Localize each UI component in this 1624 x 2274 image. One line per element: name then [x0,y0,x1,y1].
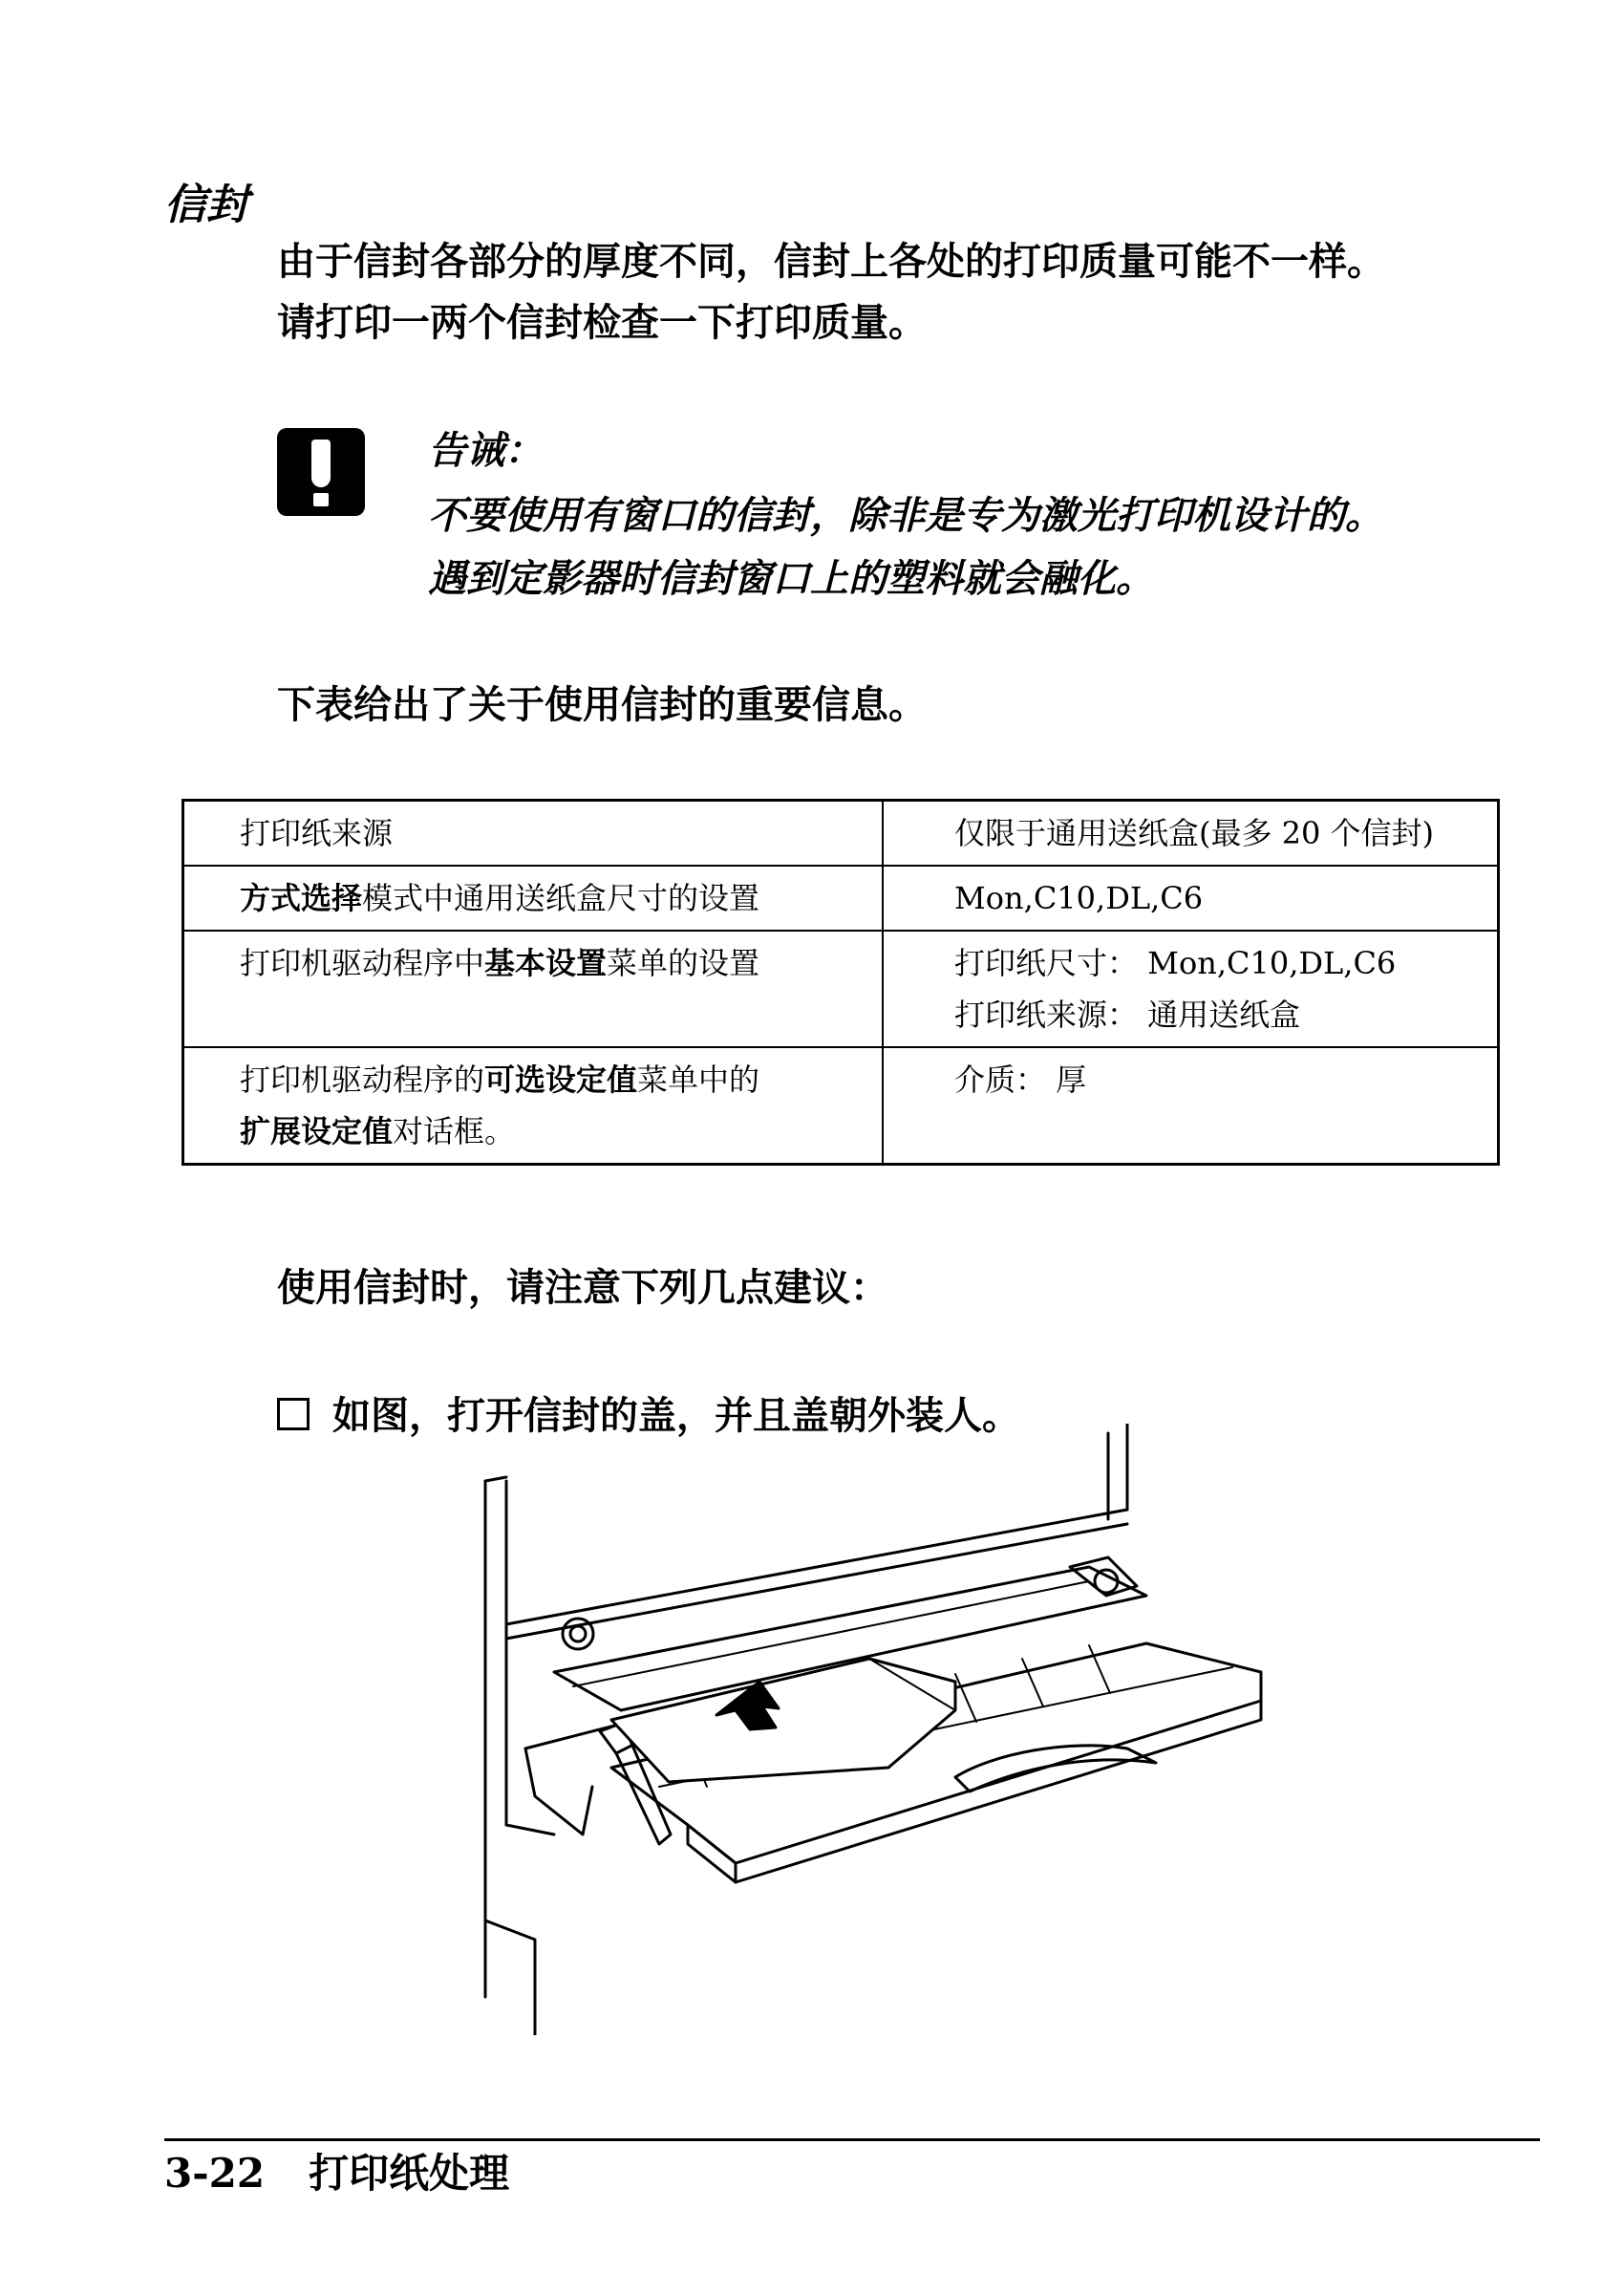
intro-line-1: 由于信封各部分的厚度不同，信封上各处的打印质量可能不一样。 [277,240,1385,284]
envelope-settings-table [182,799,1500,1166]
chapter-title: 打印纸处理 [309,2150,510,2197]
list-item: 如图，打开信封的盖，并且盖朝外装人。 [277,1385,1020,1447]
table-cell: 打印机驱动程序的可选设定值菜单中的 扩展设定值对话框。 [183,1047,884,1165]
footer-rule [164,2138,1540,2141]
table-cell: 打印纸来源 [183,801,884,867]
warning-title: 告诫： [428,429,543,473]
section-heading: 信封 [164,181,248,229]
page-number: 3-22 [164,2150,266,2197]
table-cell: 仅限于通用送纸盒(最多 20 个信封) [883,801,1499,867]
tips-intro: 使用信封时，请注意下列几点建议： [277,1266,888,1310]
checkbox-bullet-icon [277,1398,310,1430]
table-cell: 打印机驱动程序中基本设置菜单的设置 [183,931,884,1047]
table-cell: 方式选择模式中通用送纸盒尺寸的设置 [183,866,884,931]
envelope-loading-illustration [420,1424,1280,2035]
table-row [183,931,1499,1047]
page-footer [164,2142,509,2199]
warning-line-2: 遇到定影器时信封窗口上的塑料就会融化。 [428,557,1154,601]
table-row [183,866,1499,931]
exclamation-icon [277,428,365,516]
intro-line-2: 请打印一两个信封检查一下打印质量。 [277,301,927,345]
table-cell: Mon,C10,DL,C6 [883,866,1499,931]
table-row [183,801,1499,867]
table-cell: 介质： 厚 [883,1047,1499,1165]
warning-line-1: 不要使用有窗口的信封，除非是专为激光打印机设计的。 [428,494,1383,538]
table-intro: 下表给出了关于使用信封的重要信息。 [277,683,927,727]
table-cell: 打印纸尺寸： Mon,C10,DL,C6 打印纸来源： 通用送纸盒 [883,931,1499,1047]
table-row [183,1047,1499,1165]
